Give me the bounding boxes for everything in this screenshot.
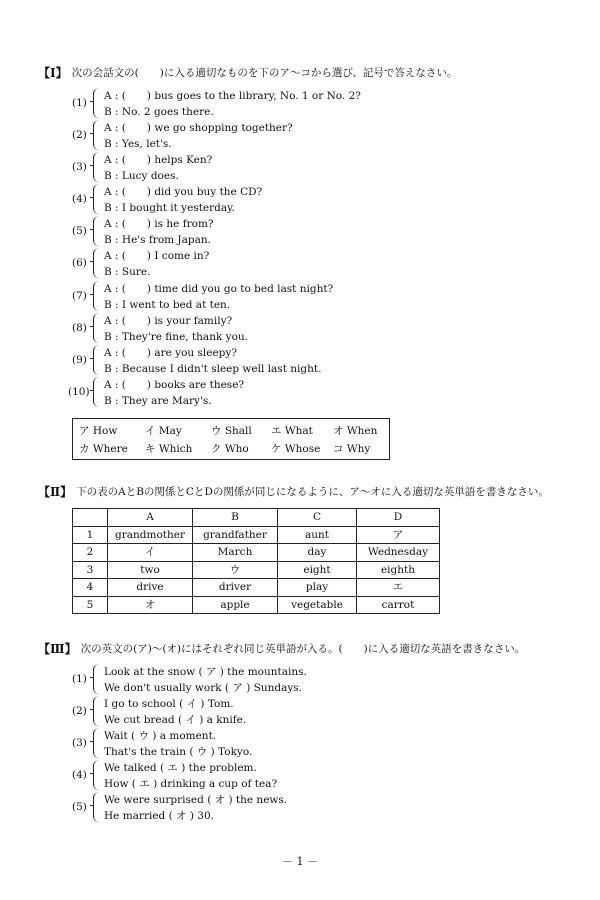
table-cell: 1: [73, 526, 108, 544]
brace-icon: [93, 696, 99, 726]
section3-instruction: 次の英文の(ア)〜(オ)にはそれぞれ同じ英単語が入る。( )に入る適切な英語を書きなさい。: [80, 643, 526, 655]
s1-question-9: [72, 345, 512, 377]
line-b: B : Sure.: [104, 266, 151, 278]
table-cell: March: [193, 544, 278, 562]
table-cell: carrot: [357, 596, 440, 614]
line-a: A : ( ) we go shopping together?: [104, 122, 293, 134]
page-number: － 1 －: [282, 855, 318, 868]
line-b: B : They are Mary's.: [104, 395, 212, 407]
section1-heading: [38, 64, 457, 81]
table-cell: Wednesday: [357, 544, 440, 562]
line-b: B : I went to bed at ten.: [104, 299, 231, 311]
s3-question-5: [72, 792, 512, 824]
section1-instruction: 次の会話文の( )に入る適切なものを下のア〜コから選び、記号で答えなさい。: [71, 67, 458, 79]
line-a: A : ( ) bus goes to the library, No. 1 or No. 2?: [104, 90, 361, 102]
line-b: B : Lucy does.: [104, 170, 179, 182]
line-a: A : ( ) I come in?: [104, 250, 210, 262]
s1-question-5: [72, 216, 512, 248]
line-a: A : ( ) books are these?: [104, 379, 245, 391]
table-cell: apple: [193, 596, 278, 614]
brace-icon: [93, 152, 99, 182]
question-number: (1): [72, 673, 87, 685]
question-number: (6): [72, 257, 87, 269]
line-a: A : ( ) did you buy the CD?: [104, 186, 263, 198]
choices-box: [72, 418, 390, 460]
line-a: A : ( ) are you sleepy?: [104, 347, 237, 359]
table-cell: eight: [278, 561, 357, 579]
table-cell: エ: [357, 579, 440, 597]
brace-icon: [93, 120, 99, 150]
question-number: (5): [72, 801, 87, 813]
question-number: (7): [72, 290, 87, 302]
s1-question-8: [72, 313, 512, 345]
choice-o: オ When: [333, 425, 378, 437]
s3-question-1: [72, 664, 512, 696]
question-number: (4): [72, 769, 87, 781]
section2-mark: 【Ⅱ】: [38, 485, 73, 499]
section3-mark: 【Ⅲ】: [38, 642, 77, 656]
table-cell: vegetable: [278, 596, 357, 614]
question-number: (10): [68, 386, 90, 398]
brace-icon: [93, 313, 99, 343]
table-cell: イ: [108, 544, 193, 562]
line-a: We were surprised ( オ ) the news.: [104, 794, 288, 806]
brace-icon: [93, 248, 99, 278]
question-number: (9): [72, 354, 87, 366]
table-header-cell: B: [193, 509, 278, 527]
table-cell: day: [278, 544, 357, 562]
choice-ki: キ Which: [145, 443, 193, 455]
brace-icon: [93, 377, 99, 407]
brace-icon: [93, 760, 99, 790]
choice-ke: ケ Whose: [271, 443, 321, 455]
question-number: (2): [72, 705, 87, 717]
table-row: [73, 526, 440, 544]
line-a: I go to school ( イ ) Tom.: [104, 698, 234, 710]
line-b: That's the train ( ウ ) Tokyo.: [104, 746, 253, 758]
table-cell: ア: [357, 526, 440, 544]
question-number: (3): [72, 161, 87, 173]
line-b: B : Yes, let's.: [104, 138, 172, 150]
s1-question-7: [72, 281, 512, 313]
line-a: We talked ( エ ) the problem.: [104, 762, 257, 774]
choice-u: ウ Shall: [211, 425, 252, 437]
choice-ku: ク Who: [211, 443, 249, 455]
line-b: B : They're fine, thank you.: [104, 331, 249, 343]
brace-icon: [93, 88, 99, 118]
section3-heading: [38, 640, 525, 657]
section2-heading: [38, 483, 549, 500]
choice-ka: カ Where: [79, 443, 128, 455]
table-cell: drive: [108, 579, 193, 597]
choice-e: エ What: [271, 425, 313, 437]
table-header-row: [73, 509, 440, 527]
brace-icon: [93, 792, 99, 822]
line-a: A : ( ) helps Ken?: [104, 154, 213, 166]
table-cell: aunt: [278, 526, 357, 544]
brace-icon: [93, 728, 99, 758]
line-b: He married ( オ ) 30.: [104, 810, 214, 822]
s3-question-3: [72, 728, 512, 760]
line-b: B : No. 2 goes there.: [104, 106, 214, 118]
s3-question-4: [72, 760, 512, 792]
table-cell: play: [278, 579, 357, 597]
table-row: [73, 561, 440, 579]
table-cell: 5: [73, 596, 108, 614]
table-cell: ウ: [193, 561, 278, 579]
table-header-cell: A: [108, 509, 193, 527]
line-a: A : ( ) is your family?: [104, 315, 233, 327]
table-header-cell: C: [278, 509, 357, 527]
line-a: Wait ( ウ ) a moment.: [104, 730, 217, 742]
s1-question-10: [68, 377, 512, 409]
brace-icon: [93, 664, 99, 694]
question-number: (2): [72, 129, 87, 141]
brace-icon: [93, 184, 99, 214]
choice-ko: コ Why: [333, 443, 371, 455]
table-cell: 2: [73, 544, 108, 562]
table-cell: two: [108, 561, 193, 579]
s1-question-6: [72, 248, 512, 280]
table-row: [73, 596, 440, 614]
brace-icon: [93, 345, 99, 375]
table-row: [73, 544, 440, 562]
table-header-cell: [73, 509, 108, 527]
line-b: B : I bought it yesterday.: [104, 202, 236, 214]
brace-icon: [93, 216, 99, 246]
line-a: A : ( ) is he from?: [104, 218, 214, 230]
question-number: (5): [72, 225, 87, 237]
s1-question-1: [72, 88, 512, 120]
line-b: How ( エ ) drinking a cup of tea?: [104, 778, 278, 790]
section2-instruction: 下の表のAとBの関係とCとDの関係が同じになるように、ア〜オに入る適切な英単語を書きなさい。: [76, 486, 549, 498]
line-b: We cut bread ( イ ) a knife.: [104, 714, 247, 726]
question-number: (8): [72, 322, 87, 334]
question-number: (4): [72, 193, 87, 205]
choice-a: ア How: [79, 425, 118, 437]
table-cell: 3: [73, 561, 108, 579]
line-a: Look at the snow ( ア ) the mountains.: [104, 666, 307, 678]
table-cell: grandmother: [108, 526, 193, 544]
line-b: B : He's from Japan.: [104, 234, 211, 246]
table-cell: grandfather: [193, 526, 278, 544]
line-b: B : Because I didn't sleep well last night.: [104, 363, 322, 375]
table-cell: driver: [193, 579, 278, 597]
s1-question-4: [72, 184, 512, 216]
line-a: A : ( ) time did you go to bed last night?: [104, 283, 334, 295]
choice-i: イ May: [145, 425, 182, 437]
s1-question-2: [72, 120, 512, 152]
brace-icon: [93, 281, 99, 311]
table-cell: オ: [108, 596, 193, 614]
s3-question-2: [72, 696, 512, 728]
line-b: We don't usually work ( ア ) Sundays.: [104, 682, 302, 694]
table-row: [73, 579, 440, 597]
table-cell: 4: [73, 579, 108, 597]
table-cell: eighth: [357, 561, 440, 579]
s1-question-3: [72, 152, 512, 184]
question-number: (1): [72, 97, 87, 109]
section1-mark: 【Ⅰ】: [38, 66, 68, 80]
question-number: (3): [72, 737, 87, 749]
relation-table: [72, 508, 440, 614]
table-header-cell: D: [357, 509, 440, 527]
